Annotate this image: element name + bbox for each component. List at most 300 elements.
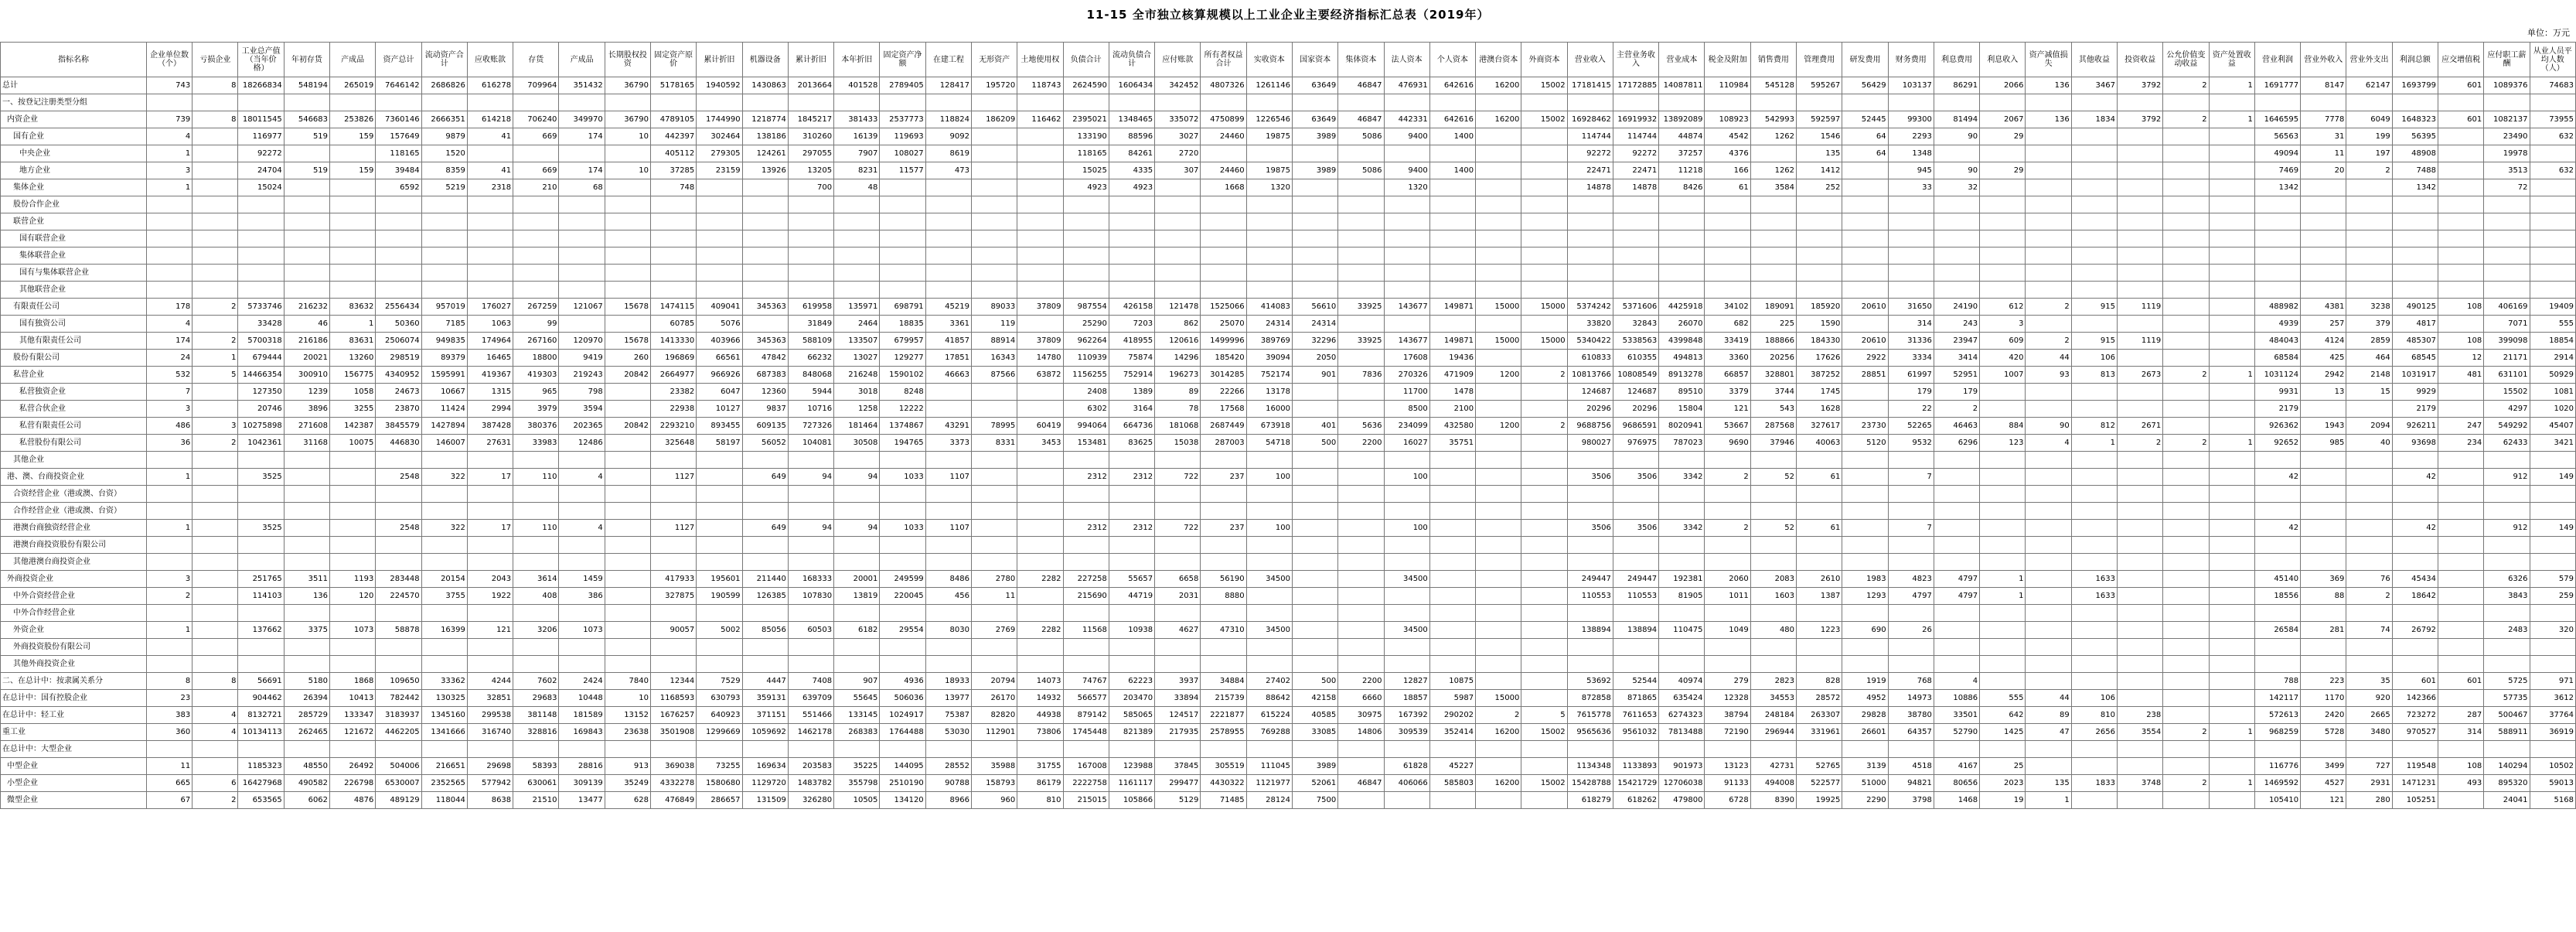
table-cell: 723272: [2392, 707, 2438, 724]
table-cell: 949835: [421, 333, 467, 350]
table-cell: 23159: [697, 162, 742, 179]
table-cell: 1833: [2071, 775, 2117, 792]
table-cell: 90057: [651, 622, 697, 639]
table-cell: [2438, 162, 2483, 179]
table-cell: [2209, 248, 2254, 265]
table-cell: 351432: [559, 77, 605, 94]
table-cell: 2: [1705, 469, 1750, 486]
table-cell: 901: [1292, 367, 1337, 384]
table-cell: 980027: [1567, 435, 1613, 452]
table-cell: [1521, 282, 1567, 299]
table-cell: [605, 554, 650, 571]
table-cell: [925, 401, 971, 418]
table-cell: [2071, 179, 2117, 196]
table-cell: 4876: [330, 792, 376, 809]
table-cell: 345363: [742, 299, 788, 316]
table-cell: 123: [1980, 435, 2026, 452]
table-cell: [2392, 213, 2438, 230]
table-cell: 1239: [284, 384, 329, 401]
row-label: 私营有限责任公司: [1, 418, 147, 435]
table-cell: [2438, 469, 2483, 486]
table-cell: [2026, 588, 2071, 605]
table-cell: 585803: [1429, 775, 1475, 792]
table-cell: 38780: [1888, 707, 1934, 724]
table-cell: 41: [467, 162, 513, 179]
table-cell: 92272: [1613, 145, 1658, 162]
table-cell: 653565: [238, 792, 284, 809]
table-cell: [1063, 503, 1109, 520]
table-cell: [742, 537, 788, 554]
table-cell: [2301, 639, 2346, 656]
table-cell: 42: [2254, 520, 2300, 537]
table-cell: [2438, 128, 2483, 145]
table-cell: 86291: [1934, 77, 1979, 94]
table-cell: [330, 265, 376, 282]
table-cell: [697, 265, 742, 282]
table-cell: 1024917: [880, 707, 925, 724]
table-cell: [2163, 503, 2209, 520]
table-cell: [697, 639, 742, 656]
table-cell: 118743: [1017, 77, 1063, 94]
table-cell: [330, 656, 376, 673]
table-cell: [238, 248, 284, 265]
table-cell: 369038: [651, 758, 697, 775]
table-cell: 1628: [1797, 401, 1842, 418]
table-cell: [2071, 537, 2117, 554]
table-cell: 788: [2254, 673, 2300, 690]
table-cell: [971, 520, 1017, 537]
table-cell: [284, 520, 329, 537]
table-cell: [559, 605, 605, 622]
table-cell: 42158: [1292, 690, 1337, 707]
table-cell: 19875: [1246, 128, 1292, 145]
table-cell: [2301, 230, 2346, 248]
table-cell: 349970: [559, 111, 605, 128]
table-cell: 185420: [1201, 350, 1246, 367]
table-cell: [2026, 469, 2071, 486]
table-cell: [2026, 639, 2071, 656]
table-cell: 25: [1980, 758, 2026, 775]
table-cell: [1429, 94, 1475, 111]
table-cell: [2071, 230, 2117, 248]
column-header: 在建工程: [925, 43, 971, 77]
table-cell: [1659, 196, 1705, 213]
column-header: 产成品: [330, 43, 376, 77]
table-cell: 20: [2301, 162, 2346, 179]
table-cell: [193, 179, 238, 196]
table-cell: [2209, 656, 2254, 673]
table-cell: [513, 656, 559, 673]
table-cell: [1476, 741, 1521, 758]
table-cell: 3499: [2301, 758, 2346, 775]
table-cell: [559, 94, 605, 111]
table-cell: [2163, 758, 2209, 775]
table-cell: [2026, 758, 2071, 775]
table-cell: [925, 213, 971, 230]
table-cell: [1934, 94, 1979, 111]
table-cell: [1934, 196, 1979, 213]
table-cell: [1246, 639, 1292, 656]
row-label: 港澳台商独资经营企业: [1, 520, 147, 537]
table-cell: [2346, 605, 2392, 622]
table-cell: 2506074: [376, 333, 421, 350]
table-cell: 327875: [651, 588, 697, 605]
table-cell: 34553: [1750, 690, 1796, 707]
table-cell: 15000: [1476, 690, 1521, 707]
table-cell: 309539: [1384, 724, 1429, 741]
table-cell: 34500: [1246, 571, 1292, 588]
table-cell: 82820: [971, 707, 1017, 724]
table-cell: 90788: [925, 775, 971, 792]
table-cell: 31650: [1888, 299, 1934, 316]
table-cell: 4: [146, 128, 192, 145]
table-cell: [605, 571, 650, 588]
table-cell: 588911: [2484, 724, 2530, 741]
table-cell: 108: [2438, 299, 2483, 316]
table-cell: 579: [2530, 571, 2575, 588]
table-cell: [1797, 213, 1842, 230]
table-cell: [2209, 690, 2254, 707]
table-cell: [788, 537, 833, 554]
table-cell: [605, 196, 650, 213]
table-cell: [146, 265, 192, 282]
table-cell: 3361: [925, 316, 971, 333]
table-cell: 26: [1888, 622, 1934, 639]
table-cell: 83631: [330, 333, 376, 350]
table-cell: [2438, 622, 2483, 639]
table-cell: [1338, 350, 1384, 367]
table-cell: [1476, 656, 1521, 673]
table-cell: 86179: [1017, 775, 1063, 792]
table-cell: [1017, 452, 1063, 469]
table-cell: 3792: [2118, 77, 2163, 94]
table-cell: 10875: [1429, 673, 1475, 690]
table-cell: [2301, 248, 2346, 265]
table-cell: [284, 537, 329, 554]
table-cell: 54718: [1246, 435, 1292, 452]
table-cell: 18642: [2392, 588, 2438, 605]
table-cell: 105251: [2392, 792, 2438, 809]
column-header: 资产处置收益: [2209, 43, 2254, 77]
table-cell: [1429, 486, 1475, 503]
table-cell: 2: [146, 588, 192, 605]
row-label: 有限责任公司: [1, 299, 147, 316]
table-cell: 133190: [1063, 128, 1109, 145]
table-cell: 769288: [1246, 724, 1292, 741]
table-cell: 296944: [1750, 724, 1796, 741]
table-cell: [925, 503, 971, 520]
table-cell: 2318: [467, 179, 513, 196]
table-cell: [2118, 128, 2163, 145]
table-cell: 202365: [559, 418, 605, 435]
table-cell: 2578955: [1201, 724, 1246, 741]
table-cell: [2346, 469, 2392, 486]
table-cell: [2346, 94, 2392, 111]
table-cell: [971, 741, 1017, 758]
table-cell: [2438, 741, 2483, 758]
table-cell: 2083: [1750, 571, 1796, 588]
table-cell: [467, 639, 513, 656]
table-cell: 1400: [1429, 162, 1475, 179]
table-cell: 490125: [2392, 299, 2438, 316]
table-cell: [1842, 452, 1888, 469]
table-cell: 2352565: [421, 775, 467, 792]
table-cell: [238, 537, 284, 554]
table-cell: 24190: [1934, 299, 1979, 316]
table-cell: 16139: [834, 128, 880, 145]
table-cell: [2438, 282, 2483, 299]
table-cell: 75874: [1109, 350, 1154, 367]
table-cell: [559, 554, 605, 571]
table-cell: [651, 94, 697, 111]
table-cell: [1017, 639, 1063, 656]
table-cell: 189091: [1750, 299, 1796, 316]
table-cell: [1476, 435, 1521, 452]
data-table: [0, 42, 2576, 809]
table-cell: [1429, 622, 1475, 639]
table-cell: 36790: [605, 111, 650, 128]
table-cell: 2720: [1155, 145, 1201, 162]
table-cell: [2209, 282, 2254, 299]
table-cell: [1659, 94, 1705, 111]
table-cell: 1427894: [421, 418, 467, 435]
table-cell: [834, 605, 880, 622]
table-cell: [1567, 94, 1613, 111]
table-cell: [1797, 537, 1842, 554]
table-cell: 9686591: [1613, 418, 1658, 435]
table-cell: 297055: [788, 145, 833, 162]
table-cell: [1338, 741, 1384, 758]
column-header: 机器设备: [742, 43, 788, 77]
table-cell: [2438, 316, 2483, 333]
table-cell: [2163, 707, 2209, 724]
table-header: [1, 43, 2576, 77]
table-cell: 40063: [1797, 435, 1842, 452]
table-cell: 56429: [1842, 77, 1888, 94]
table-cell: 156775: [330, 367, 376, 384]
table-cell: [2026, 179, 2071, 196]
table-cell: [971, 94, 1017, 111]
table-cell: 381148: [513, 707, 559, 724]
table-cell: [1797, 605, 1842, 622]
table-cell: [1292, 605, 1337, 622]
table-cell: [421, 282, 467, 299]
table-cell: [2118, 350, 2163, 367]
table-cell: 24460: [1201, 128, 1246, 145]
table-cell: 1262: [1750, 162, 1796, 179]
table-cell: 196273: [1155, 367, 1201, 384]
table-cell: 15002: [1521, 111, 1567, 128]
table-cell: 2290: [1842, 792, 1888, 809]
table-cell: 15678: [605, 333, 650, 350]
table-cell: [284, 486, 329, 503]
table-cell: [1934, 622, 1979, 639]
table-cell: 33362: [421, 673, 467, 690]
table-cell: [742, 265, 788, 282]
table-cell: [1338, 792, 1384, 809]
table-cell: [2530, 248, 2575, 265]
table-cell: 1226546: [1246, 111, 1292, 128]
table-cell: 2859: [2346, 333, 2392, 350]
table-cell: 828: [1797, 673, 1842, 690]
table-cell: [2163, 196, 2209, 213]
table-cell: 56691: [238, 673, 284, 690]
table-cell: 690: [1842, 622, 1888, 639]
table-cell: 1387: [1797, 588, 1842, 605]
table-cell: 21171: [2484, 350, 2530, 367]
table-cell: [651, 503, 697, 520]
table-cell: [1017, 588, 1063, 605]
table-cell: 328801: [1750, 367, 1796, 384]
table-cell: [2392, 503, 2438, 520]
table-cell: 488982: [2254, 299, 2300, 316]
table-cell: [1521, 741, 1567, 758]
table-cell: 28816: [559, 758, 605, 775]
table-cell: [2530, 656, 2575, 673]
table-cell: 118044: [421, 792, 467, 809]
table-cell: [1888, 94, 1934, 111]
table-cell: 381433: [834, 111, 880, 128]
table-cell: [1980, 605, 2026, 622]
table-cell: 386: [559, 588, 605, 605]
table-cell: 8132721: [238, 707, 284, 724]
column-header: 资产总计: [376, 43, 421, 77]
table-cell: 8913278: [1659, 367, 1705, 384]
row-label: 港澳台商投资股份有限公司: [1, 537, 147, 554]
table-cell: 7: [1888, 520, 1934, 537]
table-cell: 1: [2209, 435, 2254, 452]
table-cell: [971, 128, 1017, 145]
table-cell: 35249: [605, 775, 650, 792]
table-cell: [1384, 94, 1429, 111]
table-cell: 1633: [2071, 571, 2117, 588]
table-cell: [2026, 486, 2071, 503]
table-cell: 3: [193, 418, 238, 435]
table-cell: [1797, 196, 1842, 213]
table-cell: 915: [2071, 333, 2117, 350]
table-cell: 68: [559, 179, 605, 196]
table-cell: [330, 503, 376, 520]
table-cell: 2424: [559, 673, 605, 690]
table-cell: [2118, 230, 2163, 248]
table-cell: [284, 554, 329, 571]
table-cell: 994064: [1063, 418, 1109, 435]
table-cell: [2484, 605, 2530, 622]
table-cell: 142117: [2254, 690, 2300, 707]
table-cell: 493: [2438, 775, 2483, 792]
table-cell: 158793: [971, 775, 1017, 792]
table-cell: 494813: [1659, 350, 1705, 367]
table-cell: 114103: [238, 588, 284, 605]
table-cell: [2438, 452, 2483, 469]
table-cell: 7840: [605, 673, 650, 690]
table-cell: 419367: [467, 367, 513, 384]
table-cell: [2438, 230, 2483, 248]
table-cell: 33820: [1567, 316, 1613, 333]
table-cell: [880, 265, 925, 282]
table-cell: 976975: [1613, 435, 1658, 452]
table-cell: 9400: [1384, 162, 1429, 179]
table-cell: [1246, 741, 1292, 758]
row-label: 股份合作企业: [1, 196, 147, 213]
table-cell: [1109, 639, 1154, 656]
table-cell: 2: [1934, 401, 1979, 418]
table-cell: [2163, 520, 2209, 537]
table-cell: [1384, 145, 1429, 162]
table-cell: 1033: [880, 520, 925, 537]
table-cell: [376, 282, 421, 299]
table-cell: [742, 452, 788, 469]
table-cell: [1429, 179, 1475, 196]
table-cell: [559, 196, 605, 213]
table-cell: 7529: [697, 673, 742, 690]
table-cell: 88596: [1109, 128, 1154, 145]
row-label: 私营独资企业: [1, 384, 147, 401]
column-header: 固定资产净额: [880, 43, 925, 77]
table-cell: 3937: [1155, 673, 1201, 690]
table-cell: [971, 230, 1017, 248]
table-cell: [1659, 741, 1705, 758]
table-cell: [2026, 128, 2071, 145]
table-cell: 92272: [238, 145, 284, 162]
table-cell: 1691777: [2254, 77, 2300, 94]
table-cell: [742, 94, 788, 111]
table-cell: 1081: [2530, 384, 2575, 401]
table-cell: [421, 605, 467, 622]
table-cell: [2209, 333, 2254, 350]
table-cell: 13926: [742, 162, 788, 179]
table-cell: [1476, 673, 1521, 690]
table-cell: 4542: [1705, 128, 1750, 145]
table-cell: 631101: [2484, 367, 2530, 384]
table-row: [1, 179, 2576, 196]
table-cell: 1374867: [880, 418, 925, 435]
column-header: 税金及附加: [1705, 43, 1750, 77]
table-cell: 110: [513, 469, 559, 486]
table-cell: 960: [971, 792, 1017, 809]
table-cell: 1646595: [2254, 111, 2300, 128]
table-cell: [2254, 741, 2300, 758]
table-cell: [1521, 571, 1567, 588]
table-cell: [193, 452, 238, 469]
table-cell: 16200: [1476, 111, 1521, 128]
table-cell: 1218774: [742, 111, 788, 128]
table-cell: [2346, 452, 2392, 469]
table-cell: [421, 196, 467, 213]
table-cell: 912: [2484, 469, 2530, 486]
table-cell: [971, 196, 1017, 213]
table-cell: 100: [1384, 520, 1429, 537]
table-cell: 216651: [421, 758, 467, 775]
table-cell: [788, 452, 833, 469]
table-cell: [2209, 673, 2254, 690]
table-cell: 1595991: [421, 367, 467, 384]
table-cell: 153481: [1063, 435, 1109, 452]
table-cell: 20746: [238, 401, 284, 418]
table-cell: [1201, 656, 1246, 673]
table-cell: 176027: [467, 299, 513, 316]
table-cell: [193, 384, 238, 401]
table-cell: [421, 537, 467, 554]
table-cell: 99: [513, 316, 559, 333]
table-cell: 184330: [1797, 333, 1842, 350]
column-header: 应付账款: [1155, 43, 1201, 77]
table-cell: [421, 265, 467, 282]
table-cell: 41857: [925, 333, 971, 350]
table-cell: 11568: [1063, 622, 1109, 639]
column-header: 亏损企业: [193, 43, 238, 77]
table-cell: 1: [2071, 435, 2117, 452]
